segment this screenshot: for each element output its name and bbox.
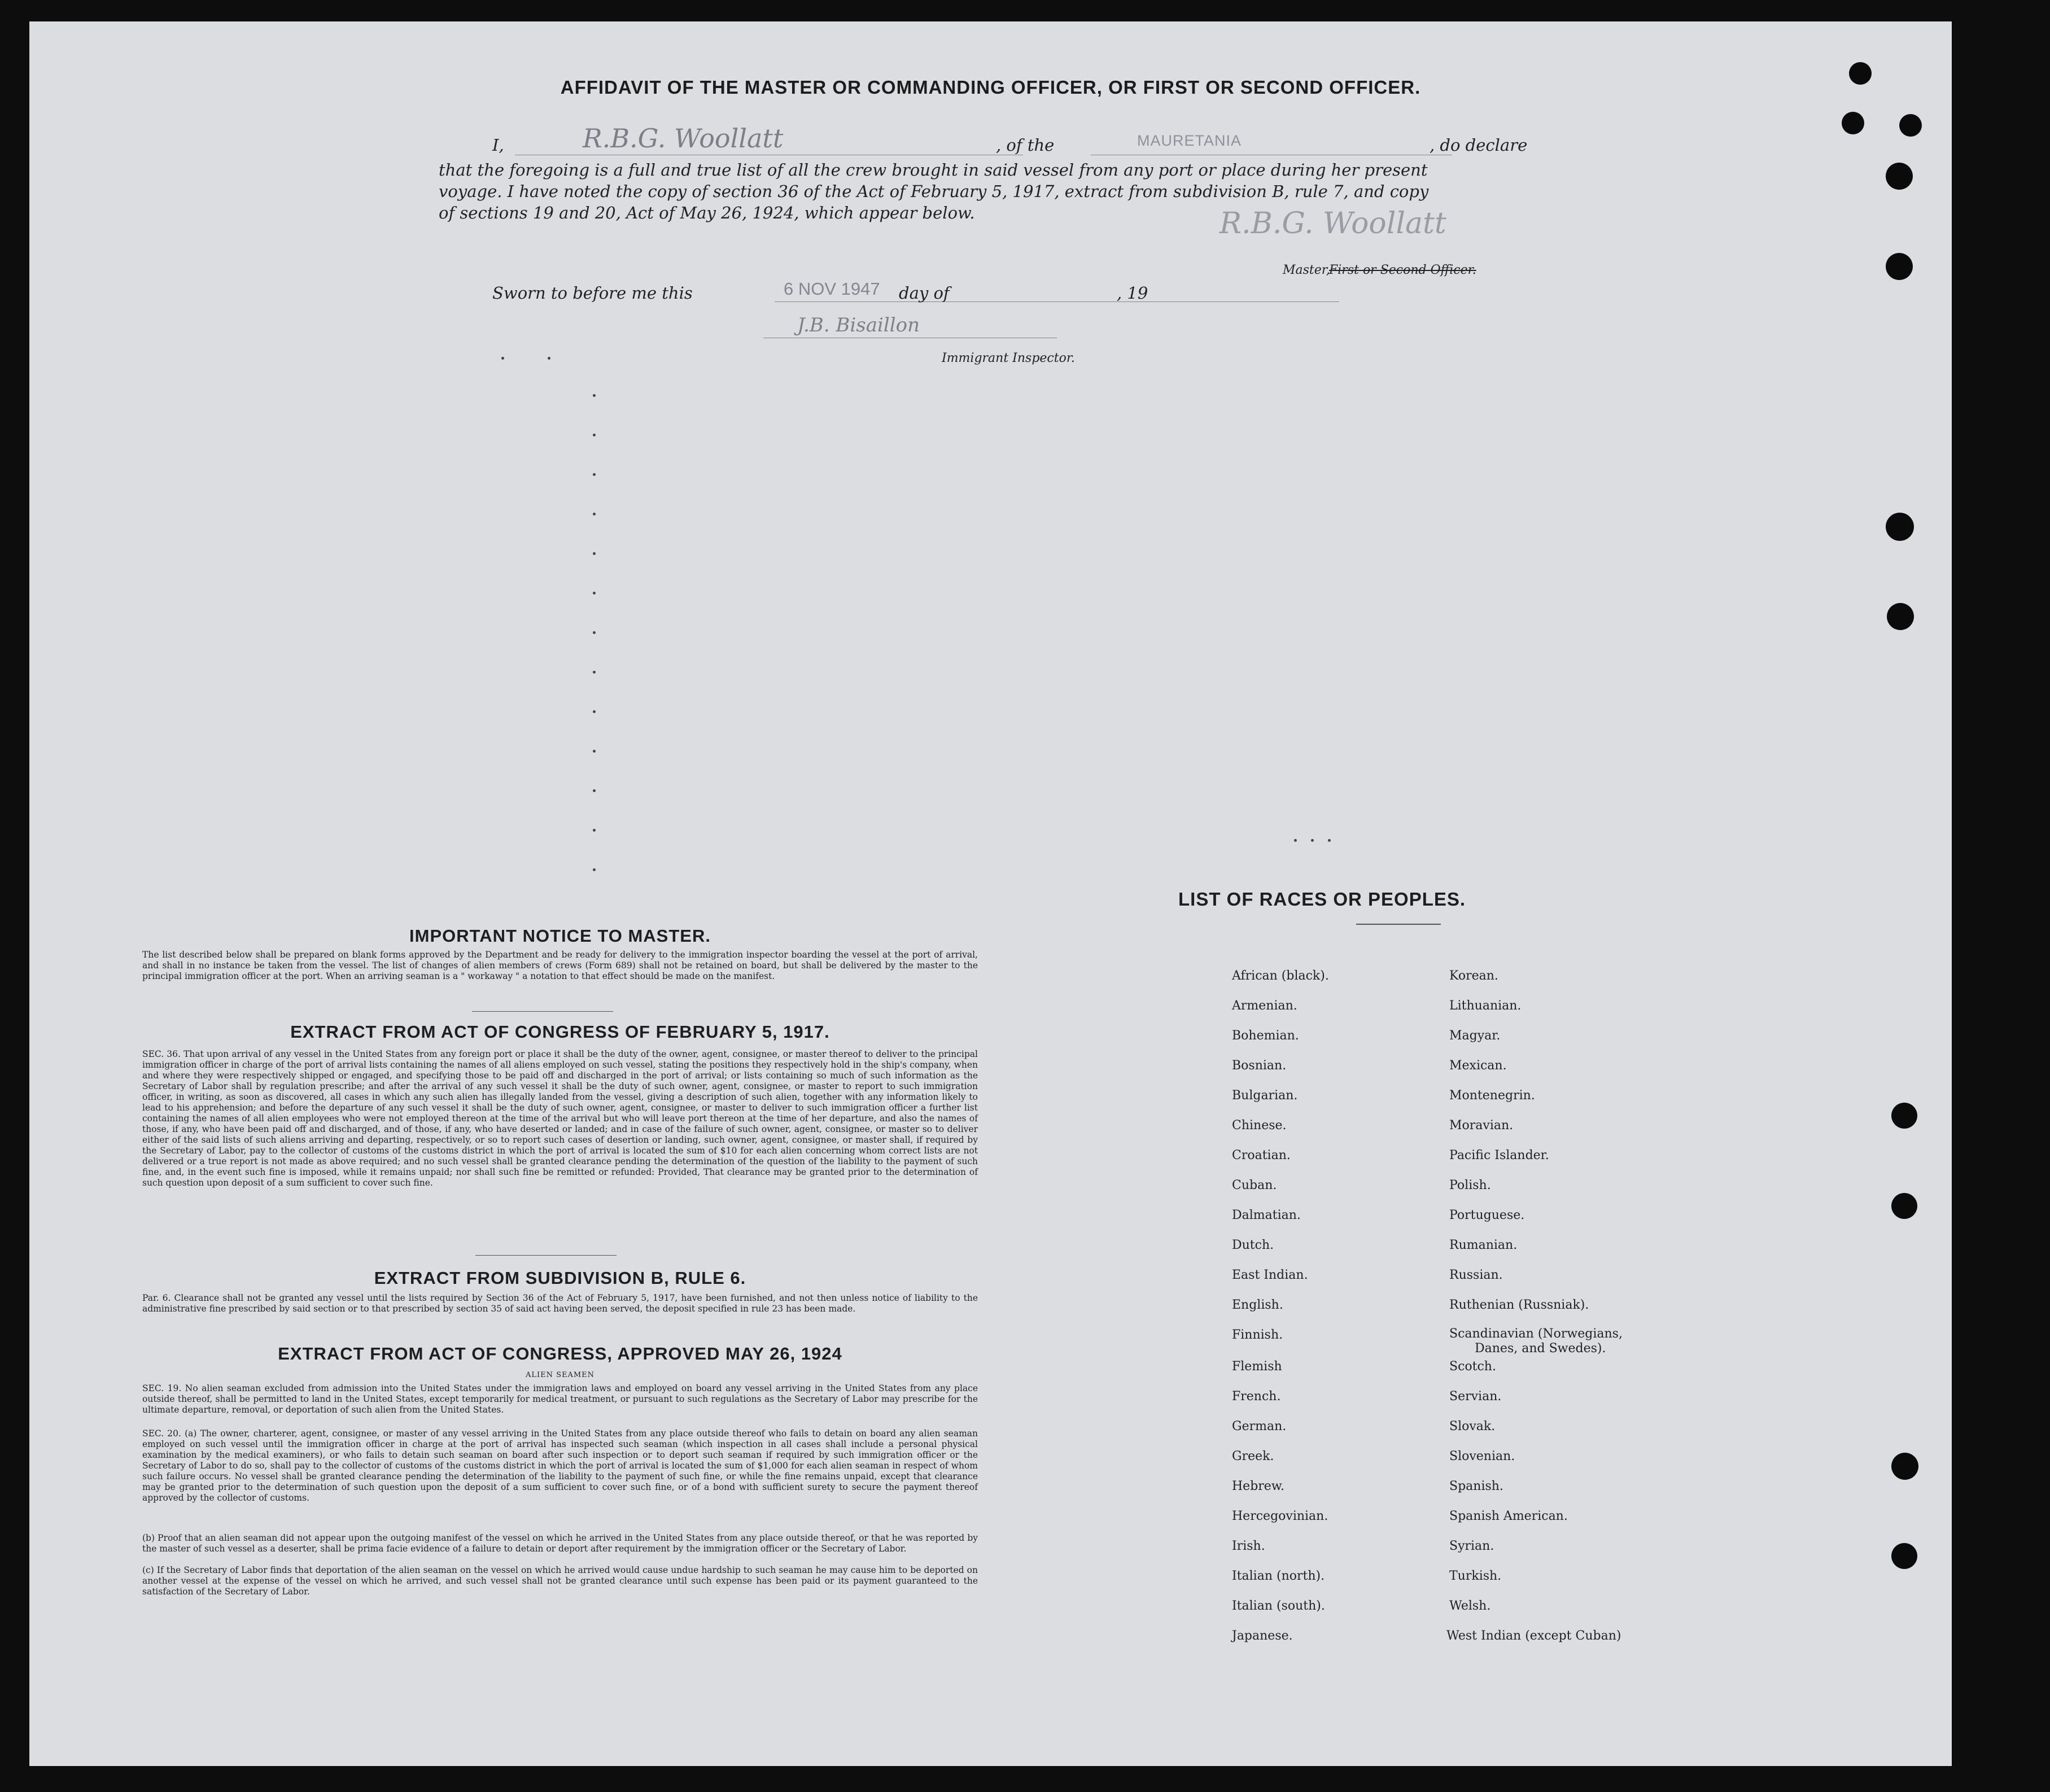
race-item: Montenegrin. bbox=[1449, 1089, 1535, 1103]
punch-hole bbox=[1886, 163, 1913, 190]
guide-dot bbox=[593, 592, 596, 595]
race-item: Dalmatian. bbox=[1232, 1208, 1301, 1222]
sworn-label: Sworn to before me this bbox=[492, 283, 693, 303]
guide-dot bbox=[593, 829, 596, 832]
race-item: Bohemian. bbox=[1232, 1029, 1299, 1043]
races-title: LIST OF RACES OR PEOPLES. bbox=[1178, 889, 1466, 910]
race-item: African (black). bbox=[1232, 969, 1329, 983]
race-item: Mexican. bbox=[1449, 1059, 1507, 1073]
race-item: Chinese. bbox=[1232, 1118, 1287, 1133]
day-of-label: day of bbox=[899, 283, 950, 303]
of-the-label: , of the bbox=[996, 136, 1055, 155]
punch-hole bbox=[1886, 513, 1914, 541]
punch-hole bbox=[1891, 1193, 1917, 1219]
guide-dot bbox=[1294, 839, 1297, 842]
guide-dot bbox=[593, 513, 596, 515]
extract-1924-sec20: SEC. 20. (a) The owner, charterer, agent, consignee, or master of any vessel arriving in the United States from any place outside thereof who fails to detain on board any alien seaman employed on such vessel until the immigration officer in charge at the port of arrival has inspected such seaman (which inspection in all cases shall include a personal physical examination by the medical examiners), or who fails to detain such seaman on board after such inspection or to deport such seaman if required by such immigration officer or the Secretary of Labor to do so, shall pay to the collector of customs of the customs district in which the port of arrival is located the sum of $1,000 for each alien seaman in respect of whom such failure occurs. No vessel shall be granted clearance pending the determination of the liability to the payment of such fine, or while the fine remains unpaid, except that clearance may be granted prior to the determination of such question upon the deposit of a sum sufficient to cover such fine, or of a bond with sufficient surety to secure the payment thereof approved by the collector of customs. bbox=[142, 1428, 978, 1503]
sworn-underline bbox=[775, 301, 1339, 302]
extract-rule6-title: EXTRACT FROM SUBDIVISION B, RULE 6. bbox=[374, 1268, 746, 1288]
race-item: Croatian. bbox=[1232, 1148, 1291, 1162]
extract-1924-subtitle: ALIEN SEAMEN bbox=[525, 1371, 595, 1379]
race-item: Irish. bbox=[1232, 1539, 1265, 1553]
race-item: Slovenian. bbox=[1449, 1449, 1515, 1463]
section-divider bbox=[472, 1011, 613, 1012]
guide-dot bbox=[593, 473, 596, 476]
guide-dot bbox=[593, 394, 596, 397]
guide-dot bbox=[1328, 839, 1331, 842]
race-item: Dutch. bbox=[1232, 1238, 1274, 1252]
race-item: Cuban. bbox=[1232, 1178, 1277, 1192]
master-name-signature: R.B.G. Woollatt bbox=[583, 123, 784, 154]
punch-hole bbox=[1899, 114, 1922, 137]
section-divider bbox=[475, 1255, 617, 1256]
race-item: Syrian. bbox=[1449, 1539, 1494, 1553]
race-item: Armenian. bbox=[1232, 999, 1297, 1013]
extract-1924-sec19: SEC. 19. No alien seaman excluded from admission into the United States under the immigration laws and employed on board any vessel arriving in the United States from any place outside thereof, shall be permitted to land in the United States, except temporarily for medical treatment, or pursuant to such regulations as the Secretary of Labor may prescribe for the ultimate departure, removal, or deportation of such alien from the United States. bbox=[142, 1383, 978, 1415]
race-item: Portuguese. bbox=[1449, 1208, 1525, 1222]
race-item: Scotch. bbox=[1449, 1360, 1496, 1374]
guide-dot bbox=[593, 710, 596, 713]
declare-label: , do declare bbox=[1430, 136, 1528, 155]
sworn-date-stamp: 6 NOV 1947 bbox=[784, 279, 880, 299]
race-item: Japanese. bbox=[1232, 1629, 1293, 1643]
race-item: Italian (south). bbox=[1232, 1599, 1325, 1613]
race-item: Magyar. bbox=[1449, 1029, 1501, 1043]
year-label: , 19 bbox=[1117, 283, 1148, 303]
race-item: Spanish American. bbox=[1449, 1509, 1568, 1523]
race-item: East Indian. bbox=[1232, 1268, 1308, 1282]
extract-1917-title: EXTRACT FROM ACT OF CONGRESS OF FEBRUARY 5, 1917. bbox=[290, 1022, 830, 1042]
extract-1917-text: SEC. 36. That upon arrival of any vessel in the United States from any foreign port or place it shall be the duty of the owner, agent, consignee, or master thereof to deliver to the principal immigration officer in charge of the port of arrival lists containing the names of all aliens employed on such vessel, stating the positions they respectively hold in the ship's company, when and where they were respectively shipped or engaged, and specifying those to be paid off and discharged in the port of arrival; or lists containing so much of such information as the Secretary of Labor shall by regulation prescribe; and after the arrival of any such vessel it shall be the duty of such owner, agent, consignee, or master to report to such immigration officer, in writing, as soon as discovered, all cases in which any such alien has illegally landed from the vessel, giving a description of such alien, together with any information likely to lead to his apprehension; and before the departure of any such vessel it shall be the duty of such owner, agent, consignee, or master to deliver to such immigration officer a further list containing the names of all alien employees who were not employed thereon at the time of the arrival but who will leave port thereon at the time of her departure, and also the names of those, if any, who have been paid off and discharged, and of those, if any, who have deserted or landed; and in case of the failure of such owner, agent, consignee, or master so to deliver either of the said lists of such aliens arriving and departing, respectively, or so to report such cases of desertion or landing, such owner, agent, consignee, or master shall, if required by the Secretary of Labor, pay to the collector of customs of the customs district in which the port of arrival is located the sum of $10 for each alien concerning whom correct lists are not delivered or a true report is not made as above required; and no such vessel shall be granted clearance pending the determination of the question of the liability to the payment of such fine, and, in the event such fine is imposed, while it remains unpaid; nor shall such fine be remitted or refunded: Provided, That clearance may be granted prior to the determination of such question upon deposit of a sum sufficient to cover such fine. bbox=[142, 1049, 978, 1188]
affidavit-i-label: I, bbox=[492, 136, 504, 155]
race-item: French. bbox=[1232, 1389, 1281, 1404]
race-item: Pacific Islander. bbox=[1449, 1148, 1549, 1162]
race-item: Rumanian. bbox=[1449, 1238, 1518, 1252]
affidavit-body-line-1: that the foregoing is a full and true list of all the crew brought in said vessel from any port or place during her present bbox=[439, 160, 1428, 180]
guide-dot bbox=[593, 789, 596, 792]
guide-dot bbox=[593, 671, 596, 674]
race-item: English. bbox=[1232, 1298, 1283, 1312]
affidavit-body-line-3: of sections 19 and 20, Act of May 26, 1924, which appear below. bbox=[439, 203, 975, 222]
punch-hole bbox=[1887, 603, 1914, 630]
guide-dot bbox=[593, 552, 596, 555]
races-title-divider bbox=[1356, 924, 1441, 925]
guide-dot bbox=[593, 750, 596, 753]
race-item: Hercegovinian. bbox=[1232, 1509, 1328, 1523]
race-item: West Indian (except Cuban) bbox=[1446, 1629, 1621, 1643]
notice-text: The list described below shall be prepared on blank forms approved by the Department and be ready for delivery to the immigration inspector boarding the vessel at the port of arrival, and shall in no instance be taken from the vessel. The list of changes of alien members of crews (Form 689) shall not be retained on board, but shall be delivered by the master to the principal immigration officer at the port. When an arriving seaman is a " workaway " a notation to that effect should be made on the manifest. bbox=[142, 950, 978, 981]
race-item: Polish. bbox=[1449, 1178, 1491, 1192]
race-item: Flemish bbox=[1232, 1360, 1282, 1374]
extract-1924-b: (b) Proof that an alien seaman did not appear upon the outgoing manifest of the vessel on which he arrived in the United States from any place outside thereof, or that he was reported by the master of such vessel as a deserter, shall be prima facie evidence of a failure to detain or deport after requirement by the immigration officer or the Secretary of Labor. bbox=[142, 1533, 978, 1554]
race-item: Spanish. bbox=[1449, 1479, 1503, 1493]
punch-hole bbox=[1891, 1453, 1918, 1480]
notice-title: IMPORTANT NOTICE TO MASTER. bbox=[409, 926, 711, 946]
race-item: German. bbox=[1232, 1419, 1287, 1433]
punch-hole bbox=[1891, 1543, 1917, 1569]
master-signature: R.B.G. Woollatt bbox=[1219, 207, 1446, 241]
punch-hole bbox=[1886, 253, 1913, 280]
punch-hole bbox=[1842, 112, 1864, 134]
extract-1924-c: (c) If the Secretary of Labor finds that deportation of the alien seaman on the vessel on which he arrived would cause undue hardship to such seaman he may cause him to be deported on another vessel at the expense of the vessel on which he arrived, and such vessel shall not be granted clearance until such expense has been paid or its payment guaranteed to the satisfaction of the Secretary of Labor. bbox=[142, 1565, 978, 1597]
guide-dot bbox=[593, 868, 596, 871]
race-item: Hebrew. bbox=[1232, 1479, 1285, 1493]
extract-1924-title: EXTRACT FROM ACT OF CONGRESS, APPROVED MAY 26, 1924 bbox=[278, 1344, 842, 1363]
race-item: Scandinavian (Norwegians, bbox=[1449, 1327, 1623, 1341]
race-item: Greek. bbox=[1232, 1449, 1274, 1463]
extract-rule6-text: Par. 6. Clearance shall not be granted any vessel until the lists required by Section 36 of the Act of February 5, 1917, have been furnished, and not then unless notice of liability to the administrative fine prescribed by said section or to that prescribed by section 35 of said act having been served, the deposit specified in rule 23 has been made. bbox=[142, 1293, 978, 1314]
race-item: Slovak. bbox=[1449, 1419, 1496, 1433]
guide-dot bbox=[501, 357, 504, 360]
race-item-continuation: Danes, and Swedes). bbox=[1475, 1341, 1606, 1356]
guide-dot bbox=[593, 434, 596, 436]
punch-hole bbox=[1891, 1103, 1917, 1129]
race-item: Finnish. bbox=[1232, 1328, 1283, 1342]
race-item: Welsh. bbox=[1449, 1599, 1491, 1613]
affidavit-title: AFFIDAVIT OF THE MASTER OR COMMANDING OFFICER, OR FIRST OR SECOND OFFICER. bbox=[560, 77, 1421, 98]
race-item: Bosnian. bbox=[1232, 1059, 1287, 1073]
race-item: Italian (north). bbox=[1232, 1569, 1325, 1583]
race-item: Lithuanian. bbox=[1449, 999, 1522, 1013]
race-item: Bulgarian. bbox=[1232, 1089, 1298, 1103]
guide-dot bbox=[1311, 839, 1314, 842]
guide-dot bbox=[548, 357, 550, 360]
race-item: Korean. bbox=[1449, 969, 1498, 983]
document-page bbox=[29, 21, 1952, 1766]
race-item: Moravian. bbox=[1449, 1118, 1514, 1133]
inspector-label: Immigrant Inspector. bbox=[942, 351, 1075, 365]
vessel-name: MAURETANIA bbox=[1137, 132, 1242, 149]
officer-struck-label: First or Second Officer. bbox=[1329, 263, 1476, 277]
master-label: Master, bbox=[1283, 263, 1330, 277]
race-item: Ruthenian (Russniak). bbox=[1449, 1298, 1589, 1312]
race-item: Servian. bbox=[1449, 1389, 1502, 1404]
guide-dot bbox=[593, 631, 596, 634]
race-item: Russian. bbox=[1449, 1268, 1503, 1282]
race-item: Turkish. bbox=[1449, 1569, 1502, 1583]
inspector-signature: J.B. Bisaillon bbox=[797, 314, 920, 336]
affidavit-body-line-2: voyage. I have noted the copy of section 36 of the Act of February 5, 1917, extract from subdivision B, rule 7, and copy bbox=[439, 182, 1429, 201]
